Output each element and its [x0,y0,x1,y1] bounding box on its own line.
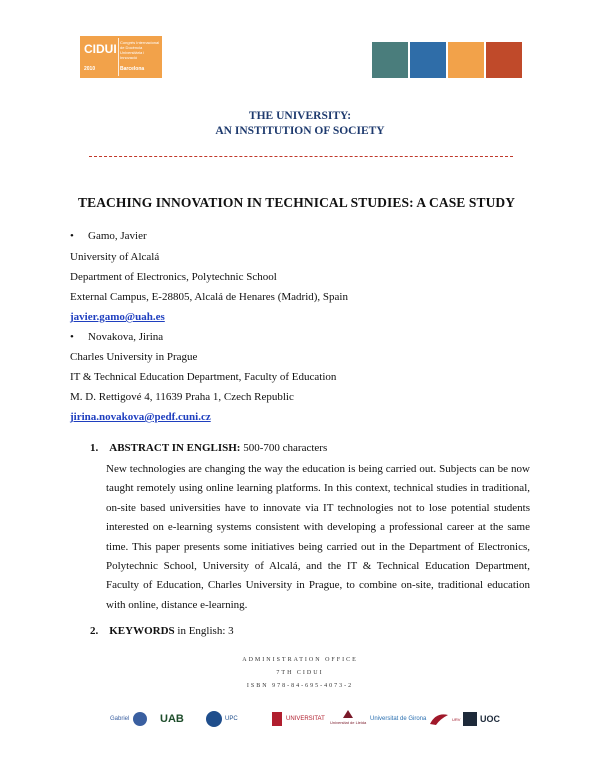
section-number: 1. [90,442,99,454]
partner-logo [110,708,149,730]
author-email-link[interactable]: jirina.novakova@pedf.cuni.cz [70,411,211,423]
section-abstract-heading [90,442,327,454]
author-university: University of Alcalá [70,251,160,263]
section-label: ABSTRACT IN ENGLISH: [109,442,241,454]
partner-emblem-icon [428,711,450,727]
abstract-paragraph: New technologies are changing the way the education is being carried out. Subjects can be now taught remotely using online learning platforms. In this context, technical studies in traditional, on-site based universities have to innovate via IT technologies not to lose potential students interested on e-learning systems consistent with developing a professional career at the same time. This paper presents some initiatives being carried out in the Department of Electronics, Polytechnic School, University of Alcalá, and the IT & Technical Education Department, Faculty of Education, Charles University in Prague, to combine on-site, traditional education with online, distance e-learning. [106,463,530,611]
author-1-name-row [70,230,147,242]
logo-city: Barcelona [120,66,145,72]
partner-name: Universitat de Lleida [330,720,367,725]
author-email-link[interactable]: javier.gamo@uah.es [70,311,165,323]
partner-name: URV [452,716,461,722]
conference-title-line2: AN INSTITUTION OF SOCIETY [215,125,385,137]
header-square-blue [410,42,446,78]
section-number: 2. [90,625,99,637]
footer-edition: 7TH CIDUI [276,670,324,676]
partner-logo [462,708,500,730]
bullet-icon: • [70,230,74,242]
logo-sub-text: Congrés Internacional de Docència Universitària i Innovació [120,40,160,60]
author-address: M. D. Rettigové 4, 11639 Praha 1, Czech Republic [70,391,294,403]
section-keywords-heading [90,625,234,637]
paper-title: TEACHING INNOVATION IN TECHNICAL STUDIES: A CASE STUDY [78,195,516,210]
cidui-logo [80,36,162,78]
author-name: Novakova, Jirina [88,331,164,343]
partner-logo [205,708,238,730]
logo-divider [118,38,119,76]
partner-emblem-icon [341,708,355,720]
footer-office: ADMINISTRATION OFFICE [242,657,358,663]
partner-logo [330,708,366,730]
partner-name: UOC [480,714,500,724]
author-department: IT & Technical Education Department, Faculty of Education [70,371,337,383]
partner-logo [370,708,426,730]
author-2-name-row [70,331,163,343]
partner-name: UAB [160,713,184,725]
footer-isbn: ISBN 978-84-695-4073-2 [246,683,354,689]
partner-emblem-icon [205,710,223,728]
author-university: Charles University in Prague [70,351,198,363]
logo-year: 2010 [84,66,96,72]
header-square-teal [372,42,408,78]
section-note: 500-700 characters [240,442,328,454]
author-address: External Campus, E-28805, Alcalá de Henares (Madrid), Spain [70,291,348,303]
partner-name: UPC [225,716,238,722]
partner-emblem-icon [270,710,284,728]
header-square-red [486,42,522,78]
partner-name: Gabriel [110,716,130,722]
partner-emblem-icon [131,710,149,728]
partner-logo [428,708,460,730]
partner-logo [270,708,325,730]
conference-title-line1: THE UNIVERSITY: [248,110,352,122]
header-square-orange [448,42,484,78]
dashed-divider [89,156,513,157]
bullet-icon: • [70,331,74,343]
author-department: Department of Electronics, Polytechnic School [70,271,277,283]
partner-name: UNIVERSITAT [286,716,325,722]
section-label: KEYWORDS [109,625,175,637]
author-name: Gamo, Javier [88,230,147,242]
section-note: in English: 3 [174,625,234,637]
partner-name: Universitat de Girona [370,716,427,722]
logo-main-text: CIDUI [84,42,117,56]
partner-emblem-icon [462,711,478,727]
partner-logo [160,708,184,730]
